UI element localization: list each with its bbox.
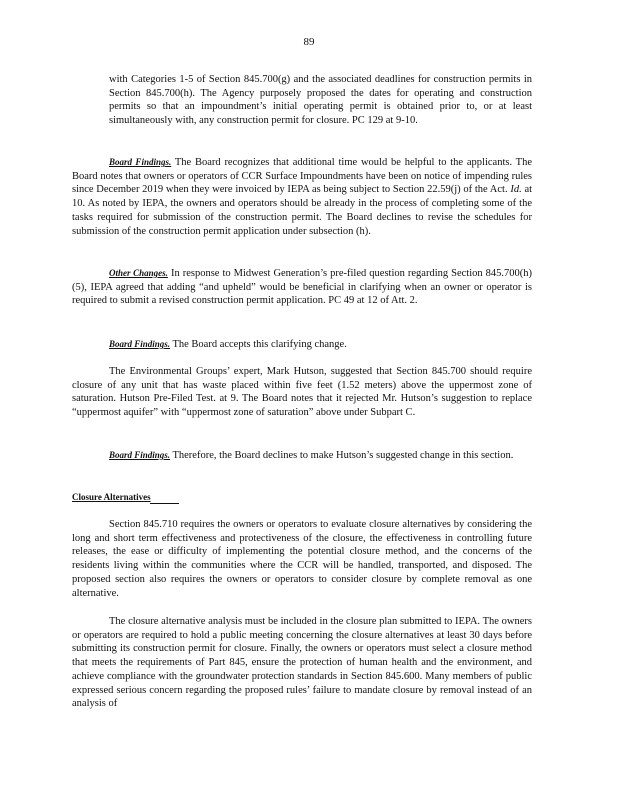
board-findings-text-2: at 10. As noted by IEPA, the owners and operators should be already in the process of completing some of the tasks required for submission of the construction permit. The Board declines to revise the schedules for submission of the construction permit application under subsection (h). [72,184,533,237]
paragraph-closure-alternative-analysis: The closure alternative analysis must be included in the closure plan submitted to IEPA. The owners or operators are required to hold a public meeting concerning the closure alternatives at least 30 days before submitting its construction permit for closure. Finally, the owners or operators must select a closure method that meets the requirements of Part 845, ensure the protection of human health and the environment, and achieve compliance with the groundwater protection standards in Section 845.600. Many members of public expressed serious concern regarding the proposed rules’ failure to mandate closure by removal instead of an analysis of [72,616,532,710]
board-findings-text-1: The Board recognizes that additional time would be helpful to the applicants. The Board notes that owners or operators of CCR Surface Impoundments have been on notice of impending rules since December 2019 when they were invoiced by IEPA as being subject to Section 22.59(j) of the Act. [72,157,533,196]
paragraph-section-845-710: Section 845.710 requires the owners or operators to evaluate closure alternatives by considering the long and short term effectiveness and protectiveness of the closure, the effectiveness in controlling future releases, the ease or difficulty of implementing the potential closure method, and the concerns of the residents living within the communities where the CCR will be handled, transported, and disposed. The proposed section also requires the owners or operators to consider closure by complete removal as one alternative. [72,519,532,599]
board-findings-accepts-text: The Board accepts this clarifying change. [172,339,347,350]
board-findings-declines-text: Therefore, the Board declines to make Hutson’s suggested change in this section. [172,450,514,461]
other-changes-text: In response to Midwest Generation’s pre-filed question regarding Section 845.700(h)(5), IEPA agreed that adding “and upheld” would be beneficial in clarifying when an owner or operator is required to submit a revised construction permit application. PC 49 at 12 of Att. 2. [72,268,533,307]
inline-heading-board-findings: Board Findings. [109,157,172,167]
paragraph-board-findings-declines [72,449,532,463]
paragraph-hutson-suggestion: The Environmental Groups’ expert, Mark Hutson, suggested that Section 845.700 should require closure of any unit that has waste placed within five feet (1.52 meters) above the uppermost zone of saturation. Hutson Pre-Filed Test. at 9. The Board notes that it rejected Mr. Hutson’s suggestion to replace “uppermost aquifer” with “uppermost zone of saturation” above under Subpart C. [72,366,532,419]
section-heading-closure-alternatives: Closure Alternatives [72,492,151,502]
inline-heading-other-changes: Other Changes. [109,268,168,278]
inline-heading-board-findings: Board Findings. [109,339,171,349]
inline-heading-board-findings: Board Findings. [109,450,171,460]
section-heading-rule [150,503,179,504]
paragraph-other-changes [72,267,532,308]
paragraph-board-findings-accepts [72,338,532,352]
paragraph-board-findings-schedule [72,156,532,238]
paragraph-permit-dates: with Categories 1-5 of Section 845.700(g) and the associated deadlines for construction permits in Section 845.700(h). The Agency purposely proposed the dates for operating and construction permits so that an impoundment’s initial operating permit is obtained prior to, or at least simultaneously with, any construction permit for closure. PC 129 at 9-10. [109,74,532,127]
page-number: 89 [303,36,315,48]
citation-id: Id. [510,184,522,196]
